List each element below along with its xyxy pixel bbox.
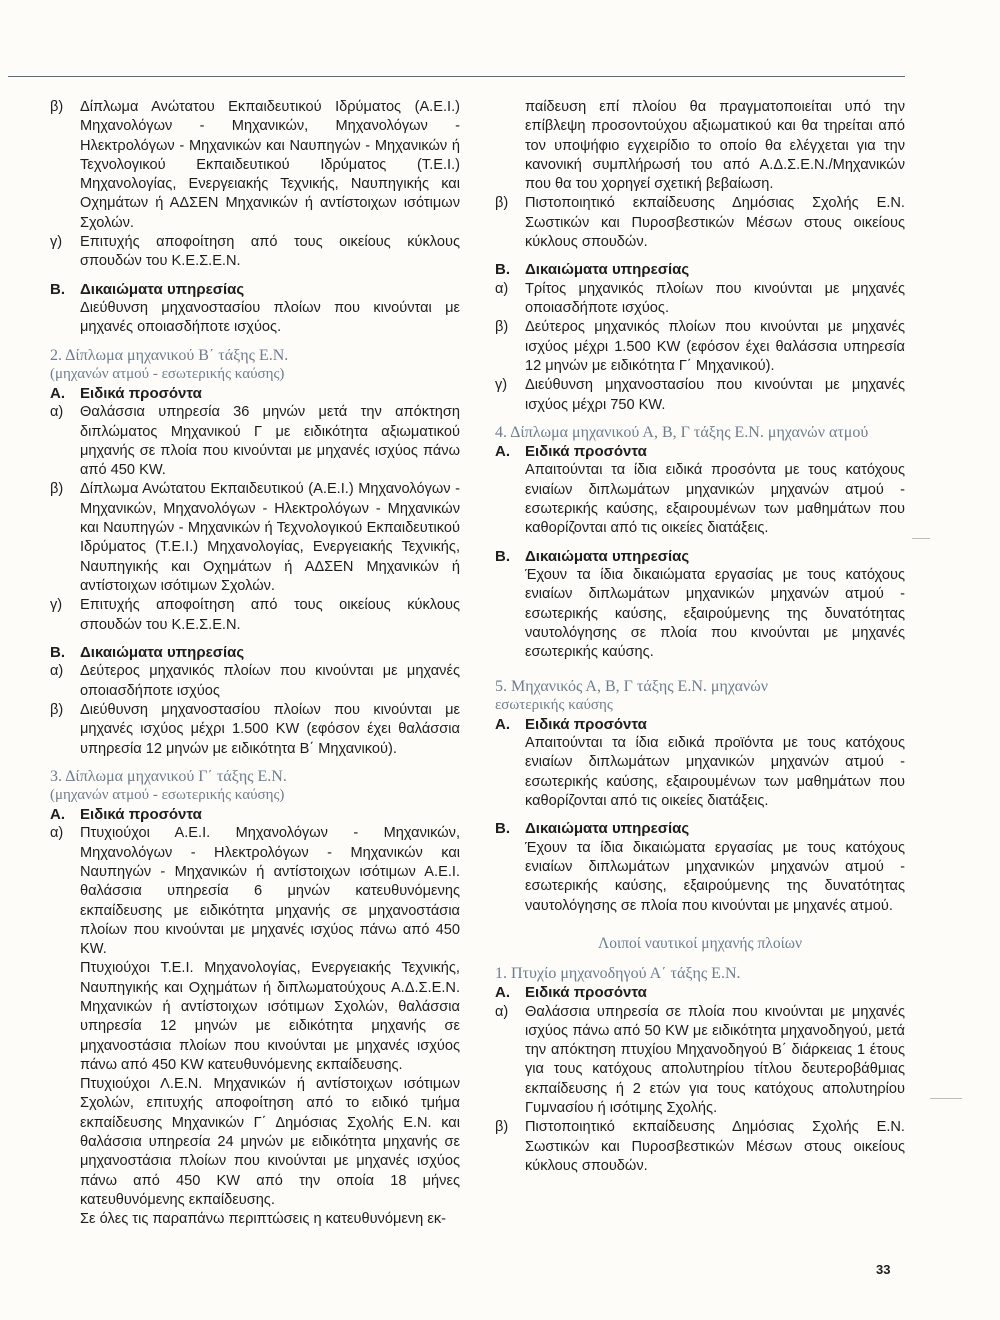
paragraph: Απαιτούνται τα ίδια ειδικά προσόντα με τους κατόχους ενιαίων διπλωμάτων μηχανικών μηχανών ατμού - εσωτερικής καύσης, εξαιρουμένων των μαθημάτων που καθορίζονται από τις οικείες διατάξεις. xyxy=(525,462,905,537)
right-column xyxy=(495,98,905,1176)
section-subheading: Β. Δικαιώματα υπηρεσίας xyxy=(495,820,690,838)
section-subheading: Α. Ειδικά προσόντα xyxy=(495,715,647,733)
section-subheading: Β. Δικαιώματα υπηρεσίας xyxy=(50,643,245,661)
section-subheading: Α. Ειδικά προσόντα xyxy=(50,805,202,823)
section-heading-center: Λοιποί ναυτικοί μηχανής πλοίων xyxy=(598,935,802,952)
page-number: 33 xyxy=(876,1262,891,1277)
section-subtitle: (μηχανών ατμού - εσωτερικής καύσης) xyxy=(50,365,285,382)
paragraph: Πτυχιούχοι Λ.Ε.Ν. Μηχανικών ή αντίστοιχων ισότιμων Σχολών, επιτυχής αποφοίτηση από το ειδικό τμήμα εκπαίδευσης Μηχανικών Γ΄ Δημόσιας Σχολής Ε.Ν. και θαλάσσια υπηρεσία 24 μηνών με ειδικότητα μηχανής σε μηχανοστάσια πλοίων που κινούνται με μηχανές ισχύος πάνω από 450 KW από την οποία 18 μήνες κατευθυνόμενης εκπαίδευσης. xyxy=(80,1076,460,1208)
list-item: β) Δίπλωμα Ανώτατου Εκπαιδευτικού Ιδρύματος (Α.Ε.Ι.) Μηχανολόγων - Μηχανικών, Μηχανολόγων - Ηλεκτρολόγων - Μηχανικών και Ναυπηγών - Μηχανικών ή Τεχνολογικού Εκπαιδευτικού Ιδρύματος (Τ.Ε.Ι.) Μηχανολογίας, Ενεργειακής Τεχνικής, Ναυπηγικής και Οχημάτων ή ΑΔΣΕΝ Μηχανικών ή αντίστοιχων ισότιμων Σχολών. xyxy=(50,99,460,231)
paragraph: Διεύθυνση μηχανοστασίου πλοίων που κινούνται με μηχανές οποιασδήποτε ισχύος. xyxy=(80,300,460,336)
list-item: α) Πτυχιούχοι Α.Ε.Ι. Μηχανολόγων - Μηχανικών, Μηχανολόγων - Ηλεκτρολόγων - Μηχανικών και Ναυπηγών - Μηχανικών ή αντίστοιχων ισότιμων Α.Ε.Ι. θαλάσσια υπηρεσία 6 μηνών κατευθυνόμενης εκπαίδευσης με ειδικότητα μηχανής σε μηχανοστάσια πλοίων που κινούνται με μηχανές ισχύος πάνω από 450 KW. xyxy=(50,825,460,958)
list-item: β) Πιστοποιητικό εκπαίδευσης Δημόσιας Σχολής Ε.Ν. Σωστικών και Πυροσβεστικών Μέσων στους οικείους κύκλους σπουδών. xyxy=(495,1119,905,1174)
paragraph: Έχουν τα ίδια δικαιώματα εργασίας με τους κατόχους ενιαίων διπλωμάτων μηχανικών μηχανών ατμού - εσωτερικής καύσης, εξαιρούμενης της δυνατότητας ναυτολόγησης σε πλοία που κινούνται με μηχανές ατμού. xyxy=(525,839,905,914)
section-subtitle: εσωτερικής καύσης xyxy=(495,696,613,713)
list-item: α) Δεύτερος μηχανικός πλοίων που κινούνται με μηχανές οποιασδήποτε ισχύος xyxy=(50,663,460,699)
section-title: 3. Δίπλωμα μηχανικού Γ΄ τάξης Ε.Ν. xyxy=(50,767,287,785)
section-title: 2. Δίπλωμα μηχανικού Β΄ τάξης Ε.Ν. xyxy=(50,346,289,364)
left-column xyxy=(50,98,460,1230)
margin-tick xyxy=(912,538,930,539)
list-item: α) Τρίτος μηχανικός πλοίων που κινούνται με μηχανές οποιασδήποτε ισχύος. xyxy=(495,280,905,317)
section-subheading: Β. Δικαιώματα υπηρεσίας xyxy=(50,280,245,298)
list-item: β) Δεύτερος μηχανικός πλοίων που κινούνται με μηχανές ισχύος μέχρι 1.500 KW (εφόσον έχει θαλάσσια υπηρεσία 12 μηνών με ειδικότητα Γ΄ Μηχανικού). xyxy=(495,319,905,375)
section-title: 4. Δίπλωμα μηχανικού Α, Β, Γ τάξης Ε.Ν. μηχανών ατμού xyxy=(495,423,869,441)
paragraph: Απαιτούνται τα ίδια ειδικά προϊόντα με τους κατόχους ενιαίων διπλωμάτων μηχανικών μηχανών ατμού - εσωτερικής καύσης, εξαιρουμένων των μαθημάτων που καθορίζονται από τις οικείες διατάξεις. xyxy=(525,735,905,810)
margin-tick xyxy=(930,1098,962,1099)
list-item: γ) Επιτυχής αποφοίτηση από τους οικείους κύκλους σπουδών του Κ.Ε.Σ.Ε.Ν. xyxy=(50,234,460,270)
paragraph: Έχουν τα ίδια δικαιώματα εργασίας με τους κατόχους ενιαίων διπλωμάτων μηχανικών μηχανών ατμού - εσωτερικής καύσης, εξαιρούμενης της δυνατότητας ναυτολόγησης σε πλοία που κινούνται με μηχανές εσωτερικής καύσης. xyxy=(525,567,905,661)
list-item: β) Πιστοποιητικό εκπαίδευσης Δημόσιας Σχολής Ε.Ν. Σωστικών και Πυροσβεστικών Μέσων στους οικείους κύκλους σπουδών. xyxy=(495,195,905,251)
list-item: γ) Διεύθυνση μηχανοστασίου που κινούνται με μηχανές ισχύος μέχρι 750 KW. xyxy=(495,377,905,413)
paragraph: Σε όλες τις παραπάνω περιπτώσεις η κατευθυνόμενη εκ- xyxy=(80,1211,447,1228)
paragraph: παίδευση επί πλοίου θα πραγματοποιείται υπό την επίβλεψη προσοντούχου αξιωματικού και θα τηρείται από τον υποψήφιο εγχειρίδιο το οποίο θα ελέγχεται για την κανονική συμπλήρωσή του από Α.Δ.Σ.Ε.Ν./Μηχανικών που θα του χορηγεί σχετική βεβαίωση. xyxy=(525,99,905,193)
section-subtitle: (μηχανών ατμού - εσωτερικής καύσης) xyxy=(50,786,285,803)
paragraph: Πτυχιούχοι Τ.Ε.Ι. Μηχανολογίας, Ενεργειακής Τεχνικής, Ναυπηγικής και Οχημάτων ή διπλωματούχους Α.Δ.Σ.Ε.Ν. Μηχανικών ή αντίστοιχων ισότιμων Σχολών, θαλάσσια υπηρεσία 12 μηνών με ειδικότητα μηχανής σε μηχανοστάσια πλοίων που κινούνται με μηχανές ισχύος πάνω από 450 KW κατευθυνόμενης εκπαίδευσης. xyxy=(80,960,460,1073)
section-subheading: Β. Δικαιώματα υπηρεσίας xyxy=(495,547,690,565)
list-item: β) Δίπλωμα Ανώτατου Εκπαιδευτικού (Α.Ε.Ι.) Μηχανολόγων - Μηχανικών, Μηχανολόγων - Ηλεκτρολόγων - Μηχανικών και Ναυπηγών - Μηχανικών ή Τεχνολογικού Εκπαιδευτικού Ιδρύματος (Τ.Ε.Ι.) Μηχανολογίας, Ενεργειακής Τεχνικής, Ναυπηγικής και Οχημάτων ή ΑΔΣΕΝ Μηχανικών ή αντίστοιχων ισότιμων Σχολών. xyxy=(50,481,460,594)
list-item: β) Διεύθυνση μηχανοστασίου πλοίων που κινούνται με μηχανές ισχύος μέχρι 1.500 KW (εφόσον έχει θαλάσσια υπηρεσία 12 μηνών με ειδικότητα Β΄ Μηχανικού). xyxy=(50,701,460,757)
list-item: α) Θαλάσσια υπηρεσία 36 μηνών μετά την απόκτηση διπλώματος Μηχανικού Γ με ειδικότητα αξιωματικού μηχανής σε πλοία που κινούνται με μηχανές ισχύος πάνω από 450 KW. xyxy=(50,404,460,479)
list-item: γ) Επιτυχής αποφοίτηση από τους οικείους κύκλους σπουδών του Κ.Ε.Σ.Ε.Ν. xyxy=(50,597,460,633)
section-subheading: Α. Ειδικά προσόντα xyxy=(495,442,647,460)
section-title: 1. Πτυχίο μηχανοδηγού Α΄ τάξης Ε.Ν. xyxy=(495,965,741,982)
section-subheading: Α. Ειδικά προσόντα xyxy=(495,984,647,1001)
list-item: α) Θαλάσσια υπηρεσία σε πλοία που κινούνται με μηχανές ισχύος πάνω από 50 KW με ειδικότητα μηχανοδηγού, μετά την απόκτηση πτυχίου Μηχανοδηγού Β΄ διάρκειας 1 έτους για τους κατόχους απολυτηρίου τίτλου δευτεροβάθμιας εκπαίδευσης ή 2 ετών για τους κατόχους απολυτηρίου Γυμνασίου ή ισότιμης Σχολής. xyxy=(495,1003,905,1116)
top-rule xyxy=(8,76,905,77)
section-title: 5. Μηχανικός Α, Β, Γ τάξης Ε.Ν. μηχανών xyxy=(495,677,768,695)
section-subheading: Β. Δικαιώματα υπηρεσίας xyxy=(495,261,690,279)
section-subheading: Α. Ειδικά προσόντα xyxy=(50,384,202,402)
